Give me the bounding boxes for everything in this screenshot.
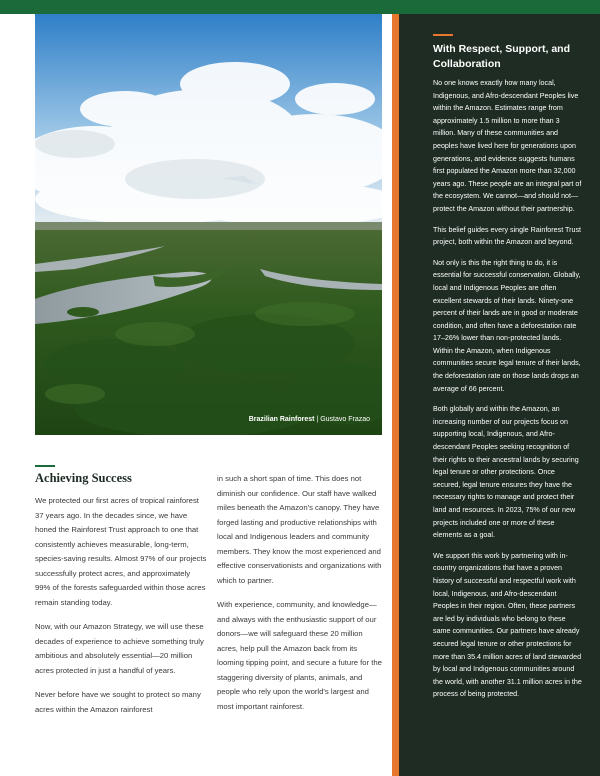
sidebar-paragraph: Not only is this the right thing to do, it is essential for successful conservation. Globally, local and Indigenous Peoples are often excellent stewards of their lands. Ninety-one percent of their lands are in good or moderate condition, and often have a deforestation rate 17–26% lower than non-protected lands. Within the Amazon, when Indigenous communities secure legal tenure of their lands, the deforestation rate on those lands drops an average of 66 percent.: [433, 258, 581, 393]
heading-rule: [433, 34, 453, 36]
achieving-success-column: [35, 465, 207, 727]
sidebar-content: [433, 34, 583, 709]
photo-caption-title: Brazilian Rainforest: [248, 416, 315, 423]
body-paragraph: Never before have we sought to protect so many acres within the Amazon rainforest: [35, 690, 201, 714]
sidebar-paragraph: This belief guides every single Rainforest Trust project, both within the Amazon and beyond.: [433, 225, 582, 247]
accent-strip: [392, 14, 399, 776]
photo-caption-credit: | Gustavo Frazao: [314, 416, 370, 423]
rainforest-illustration: [35, 14, 382, 435]
body-paragraph: in such a short span of time. This does not diminish our confidence. Our staff have walked miles beneath the Amazon's canopy. They have forged lasting and productive relationships with local and Indigenous leaders and community members. They know the most experienced and effective conservationists and organizations with which to partner.: [217, 474, 382, 585]
sidebar-paragraph: We support this work by partnering with in-country organizations that have a proven history of successful and respectful work with local, Indigenous, and Afro-descendant Peoples in their region. Often, these partners are led by individuals who belong to these same communities. Our partners have already secured legal tenure or other protections for more than 35.4 million acres of land stewarded by local and Indigenous communities around the world, with another 31.1 million acres in the process of being protected.: [433, 551, 582, 699]
body-paragraph: With experience, community, and knowledge—and always with the enthusiastic support of our donors—we will safeguard these 20 million acres, help pull the Amazon back from its looming tipping point, and secure a future for the staggering diversity of plants, animals, and people who rely upon the world's largest and most important rainforest.: [217, 600, 382, 711]
body-paragraph: Now, with our Amazon Strategy, we will use these decades of experience to achieve something truly ambitious and absolutely essential—20 million acres protected in just a handful of years.: [35, 622, 204, 675]
body-paragraph: We protected our first acres of tropical rainforest 37 years ago. In the decades since, we have honed the Rainforest Trust approach to one that consistently achieves measurable, long-term, species-saving results. Almost 97% of our projects successfully protect acres, and approximately 99% of the forests safeguarded within those acres remain standing today.: [35, 496, 207, 607]
sidebar-heading: With Respect, Support, and Collaboration: [433, 43, 570, 70]
top-brand-band: [0, 0, 600, 14]
sidebar-paragraph: No one knows exactly how many local, Indigenous, and Afro-descendant Peoples live within the Amazon. Estimates range from approximately 1.5 million to more than 3 million. Many of these communities and peoples have lived here for generations upon generations, and evidence suggests humans first populated the Amazon more than 32,000 years ago. These people are an integral part of the ecosystem. We cannot—and should not—protect the Amazon without their partnership.: [433, 79, 582, 213]
section-heading: Achieving Success: [35, 471, 132, 485]
rainforest-photo: [35, 14, 382, 435]
achieving-success-column-continued: [217, 472, 382, 724]
section-rule: [35, 465, 55, 467]
sidebar-paragraph: Both globally and within the Amazon, an increasing number of our projects focus on supporting local, Indigenous, and Afro-descendant Peoples seeking recognition of their rights to their ancestral lands by securing legal tenure or other protections. Once secured, legal tenure ensures they have the necessary rights to manage and protect their land and resources. In 2023, 75% of our new projects included one or more of these elements as a goal.: [433, 405, 579, 540]
photo-caption: [249, 416, 370, 423]
